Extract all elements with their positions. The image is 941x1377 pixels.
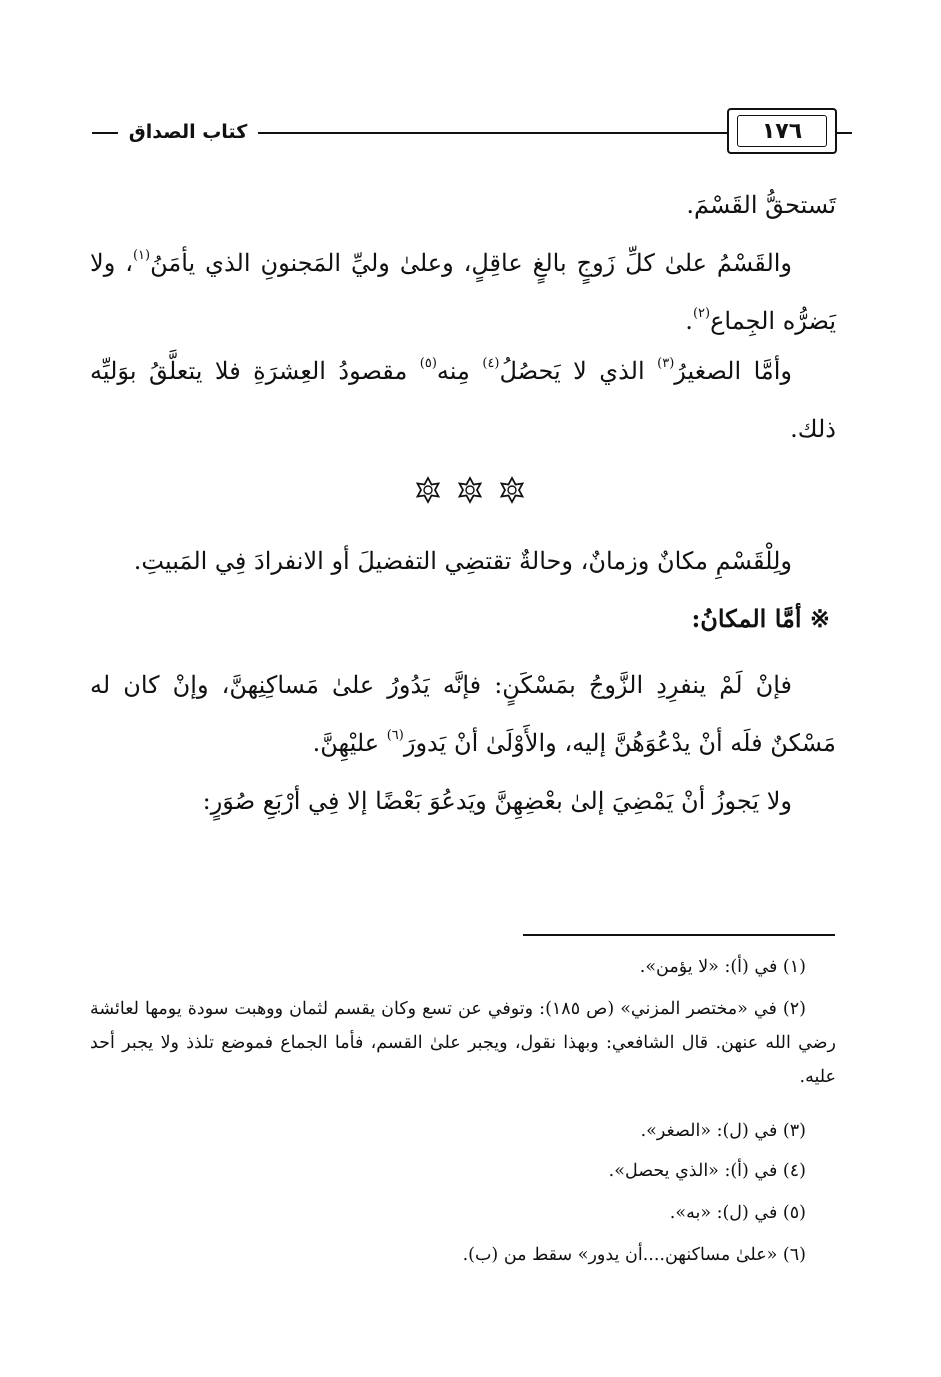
header-rule-right [836, 132, 852, 134]
footnote-3: (٣) في (ل): «الصغر». [640, 1121, 806, 1141]
footnote-6: (٦) «علىٰ مساكنهن....أن يدور» سقط من (ب). [462, 1245, 806, 1265]
footnote-ref-1[interactable]: (١) [132, 248, 151, 263]
paragraph-2 [90, 234, 836, 350]
paragraph-6 [90, 656, 836, 772]
paragraph-text: مِنه [436, 357, 483, 385]
section-subheading [90, 590, 836, 648]
paragraph-text: تَستحقُّ القَسْمَ. [686, 191, 836, 219]
running-title: كتاب الصداق [128, 121, 248, 143]
footnote-separator [523, 934, 835, 936]
subheading-text: ※ أمَّا المكانُ: [691, 604, 830, 633]
octagram-icon [414, 476, 442, 504]
footnote-ref-6[interactable]: (٦) [386, 728, 404, 743]
paragraph-text: عليْهِنَّ. [312, 729, 387, 757]
header-rule [258, 132, 728, 134]
paragraph-7 [90, 772, 836, 830]
paragraph-3 [90, 342, 836, 458]
paragraph-1 [90, 176, 836, 234]
octagram-icon [456, 476, 484, 504]
footnote-ref-3[interactable]: (٣) [657, 356, 675, 371]
paragraph-text: ولِلْقَسْمِ مكانٌ وزمانٌ، وحالةٌ تقتضِي التفضيلَ أو الانفرادَ فِي المَبيتِ. [133, 547, 792, 575]
paragraph-text: . [685, 307, 693, 335]
paragraph-text: ولا يَجوزُ أنْ يَمْضِيَ إلىٰ بعْضِهِنَّ ويَدعُوَ بَعْضًا إلا فِي أرْبَعِ صُوَرٍ: [202, 787, 792, 815]
paragraph-text: والقَسْمُ علىٰ كلِّ زَوجٍ بالغٍ عاقِلٍ، وعلىٰ وليِّ المَجنونِ الذي يأمَنُ [150, 249, 793, 277]
page-number-frame [727, 108, 837, 154]
footnote-2: (٢) في «مختصر المزني» (ص ١٨٥): وتوفي عن تسع وكان يقسم لثمان ووهبت سودة يومها لعائشة رضي الله عنهن. قال الشافعي: وبهذا نقول، ويجبر علىٰ القسم، فأما الجماع فموضع تلذذ ولا يجبر أحد عليه. [90, 999, 836, 1087]
page-number: ١٧٦ [737, 115, 827, 147]
footnote-1: (١) في (أ): «لا يؤمن». [639, 957, 806, 977]
section-ornament [380, 470, 560, 510]
footnote-ref-4[interactable]: (٤) [482, 356, 500, 371]
paragraph-text: وأمَّا الصغيرُ [674, 357, 793, 385]
footnote-ref-5[interactable]: (٥) [419, 356, 437, 371]
header-rule-left [92, 132, 118, 134]
paragraph-text: ، ولا يَضرُّه الجِماع [90, 249, 836, 335]
footnote-ref-2[interactable]: (٢) [692, 306, 711, 321]
paragraph-text: الذي لا يَحصُلُ [499, 357, 658, 385]
paragraph-text: فإنْ لَمْ ينفرِدِ الزَّوجُ بمَسْكَنٍ: فإنَّه يَدُورُ علىٰ مَساكِنِهنَّ، وإنْ كان له مَسْكنٌ فلَه أنْ يدْعُوَهُنَّ إليه، والأَوْلَىٰ أنْ يَدورَ [90, 671, 836, 757]
paragraph-4 [90, 532, 836, 590]
octagram-icon [498, 476, 526, 504]
footnote-4: (٤) في (أ): «الذي يحصل». [608, 1161, 806, 1181]
footnote-5: (٥) في (ل): «به». [669, 1203, 806, 1223]
paragraph-text: مقصودُ العِشرَةِ فلا يتعلَّقُ بوَليِّه ذلك. [90, 357, 836, 443]
